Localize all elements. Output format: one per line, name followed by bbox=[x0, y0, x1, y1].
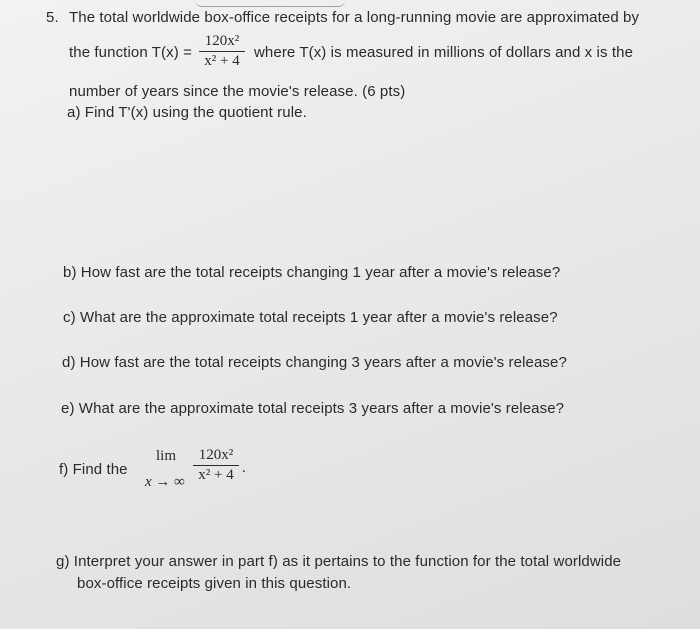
part-c: c) What are the approximate total receipts 1 year after a movie's release? bbox=[63, 309, 558, 326]
problem-number: 5. bbox=[46, 9, 59, 26]
part-f-prefix: f) Find the bbox=[59, 461, 128, 478]
fraction-bar bbox=[199, 51, 245, 52]
problem-intro-line1: The total worldwide box-office receipts for a long-running movie are approximated by bbox=[69, 9, 640, 26]
function-numerator: 120x² bbox=[204, 33, 240, 49]
part-b: b) How fast are the total receipts changing 1 year after a movie's release? bbox=[63, 264, 561, 281]
pencil-mark bbox=[195, 0, 345, 7]
problem-intro-line3: number of years since the movie's release. (6 pts) bbox=[69, 83, 406, 100]
function-prefix: the function T(x) = bbox=[69, 44, 192, 61]
limit-word: lim bbox=[156, 448, 177, 464]
fraction-bar bbox=[193, 465, 239, 466]
limit-denominator: x² + 4 bbox=[198, 467, 234, 483]
limit-subscript: x → ∞ bbox=[145, 474, 185, 490]
function-denominator: x² + 4 bbox=[204, 53, 240, 69]
part-a: a) Find T'(x) using the quotient rule. bbox=[67, 104, 307, 121]
part-g-line1: g) Interpret your answer in part f) as it pertains to the function for the total worldwide bbox=[56, 553, 622, 570]
function-fraction bbox=[199, 33, 245, 70]
part-d: d) How fast are the total receipts changing 3 years after a movie's release? bbox=[62, 354, 567, 371]
limit-numerator: 120x² bbox=[198, 447, 234, 463]
function-suffix: where T(x) is measured in millions of dollars and x is the bbox=[254, 44, 634, 61]
part-e: e) What are the approximate total receipts 3 years after a movie's release? bbox=[61, 400, 565, 417]
part-g-line2: box-office receipts given in this question. bbox=[77, 575, 352, 592]
limit-fraction bbox=[193, 447, 239, 484]
limit-period: . bbox=[242, 460, 246, 476]
